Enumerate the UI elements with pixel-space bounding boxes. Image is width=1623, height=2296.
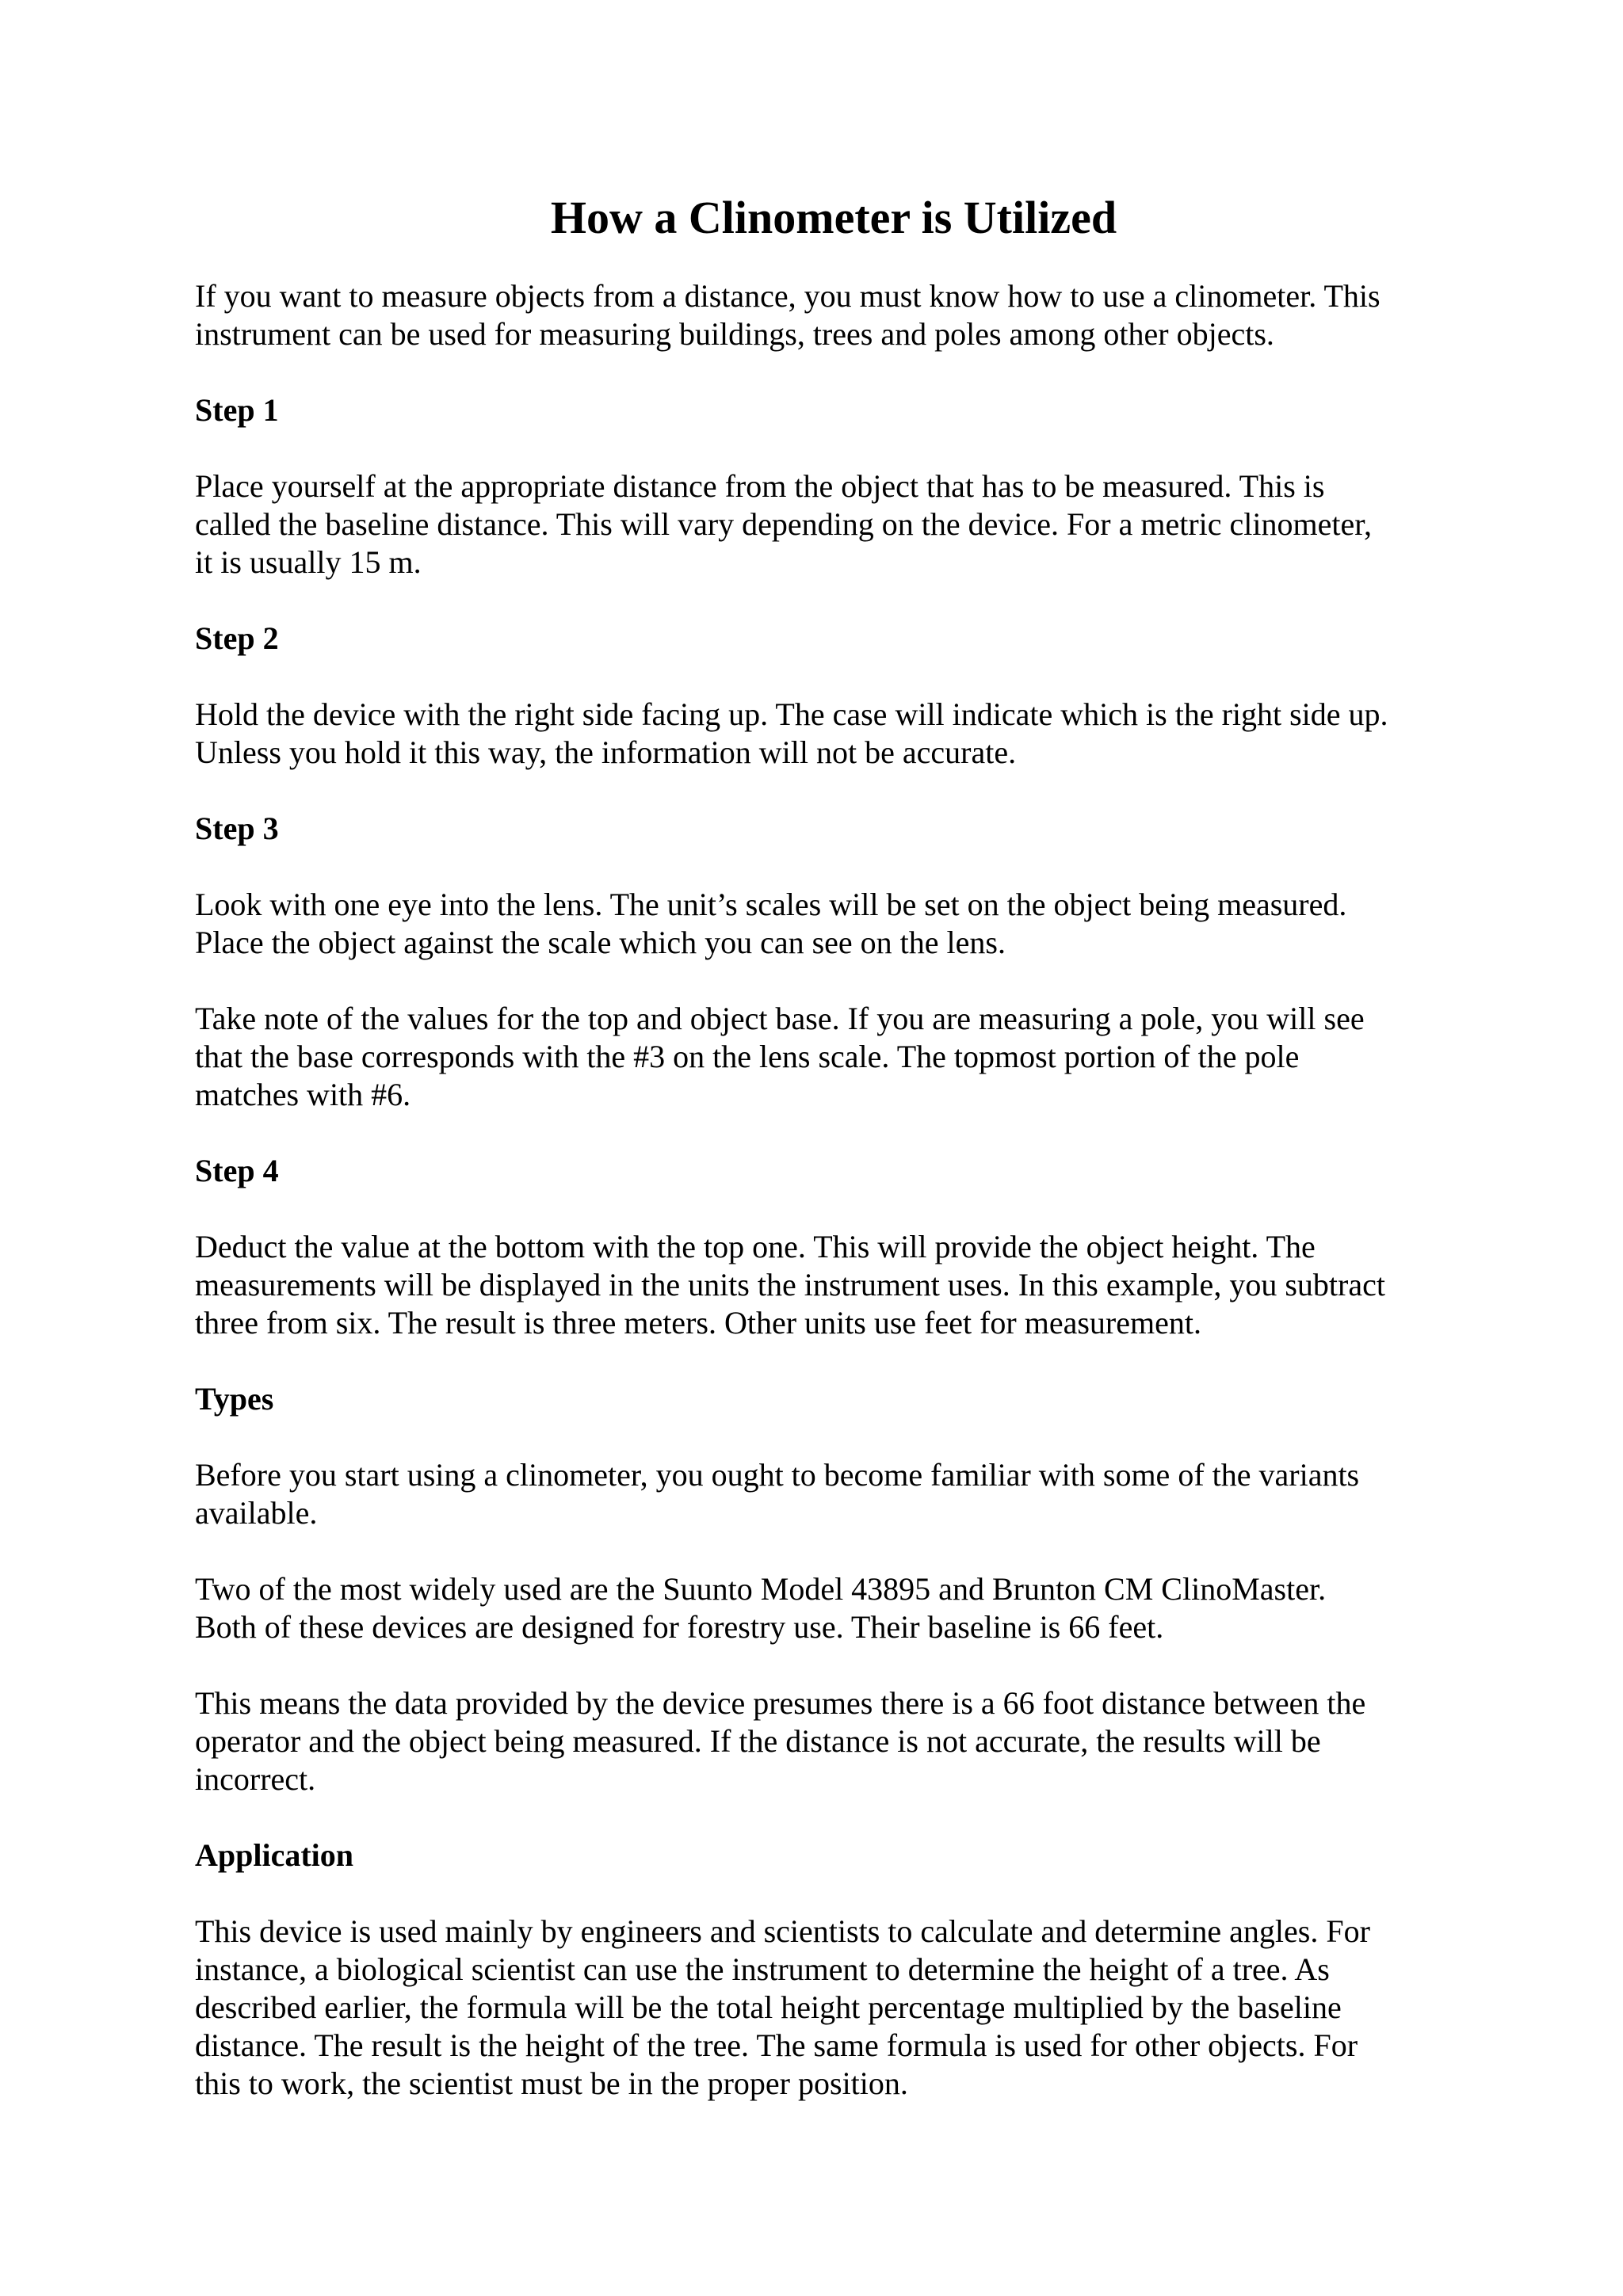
section-heading-types: Types [195,1380,274,1417]
text-line: Unless you hold it this way, the information will not be accurate. [195,734,1017,770]
text-line: described earlier, the formula will be the total height percentage multiplied by the baseline [195,1989,1342,2025]
paragraph [195,886,1447,962]
section-heading-application: Application [195,1836,354,1873]
text-line: Both of these devices are designed for forestry use. Their baseline is 66 feet. [195,1608,1164,1645]
text-line: Deduct the value at the bottom with the top one. This will provide the object height. The [195,1228,1316,1264]
text-line: distance. The result is the height of the tree. The same formula is used for other objects. For [195,2027,1358,2063]
paragraph [195,1913,1447,2103]
paragraph [195,1228,1447,1342]
text-line: This means the data provided by the device presumes there is a 66 foot distance between the [195,1684,1366,1721]
section-heading-step-4: Step 4 [195,1152,279,1188]
text-line: Hold the device with the right side facing up. The case will indicate which is the right side up. [195,696,1388,732]
text-line: called the baseline distance. This will vary depending on the device. For a metric clinometer, [195,505,1372,542]
text-line: Two of the most widely used are the Suunto Model 43895 and Brunton CM ClinoMaster. [195,1570,1327,1607]
text-line: available. [195,1494,318,1531]
text-line: measurements will be displayed in the units the instrument uses. In this example, you subtract [195,1266,1385,1302]
section-heading-step-2: Step 2 [195,620,279,656]
text-line: it is usually 15 m. [195,543,422,580]
document-title: How a Clinometer is Utilized [550,192,1117,243]
text-line: operator and the object being measured. If the distance is not accurate, the results will be [195,1722,1321,1759]
text-line: three from six. The result is three meters. Other units use feet for measurement. [195,1304,1201,1341]
document-page [195,190,1447,2141]
text-line: This device is used mainly by engineers and scientists to calculate and determine angles. For [195,1913,1370,1949]
section-heading-step-3: Step 3 [195,810,279,846]
text-line: If you want to measure objects from a distance, you must know how to use a clinometer. This [195,277,1381,314]
paragraph [195,1000,1447,1114]
text-line: that the base corresponds with the #3 on the lens scale. The topmost portion of the pole [195,1038,1300,1074]
paragraph [195,1684,1447,1798]
text-line: incorrect. [195,1760,316,1797]
section-heading-step-1: Step 1 [195,391,279,428]
text-line: instance, a biological scientist can use the instrument to determine the height of a tree. As [195,1951,1330,1987]
text-line: this to work, the scientist must be in the proper position. [195,2065,908,2101]
text-line: instrument can be used for measuring buildings, trees and poles among other objects. [195,315,1274,352]
intro-paragraph [195,277,1447,353]
text-line: matches with #6. [195,1076,411,1112]
text-line: Take note of the values for the top and object base. If you are measuring a pole, you will see [195,1000,1365,1036]
paragraph [195,696,1447,772]
text-line: Before you start using a clinometer, you ought to become familiar with some of the variants [195,1456,1360,1493]
text-line: Look with one eye into the lens. The unit’s scales will be set on the object being measured. [195,886,1347,922]
paragraph [195,467,1447,582]
paragraph [195,1456,1447,1532]
text-line: Place yourself at the appropriate distance from the object that has to be measured. This is [195,467,1325,504]
paragraph [195,1570,1447,1646]
text-line: Place the object against the scale which you can see on the lens. [195,924,1006,960]
